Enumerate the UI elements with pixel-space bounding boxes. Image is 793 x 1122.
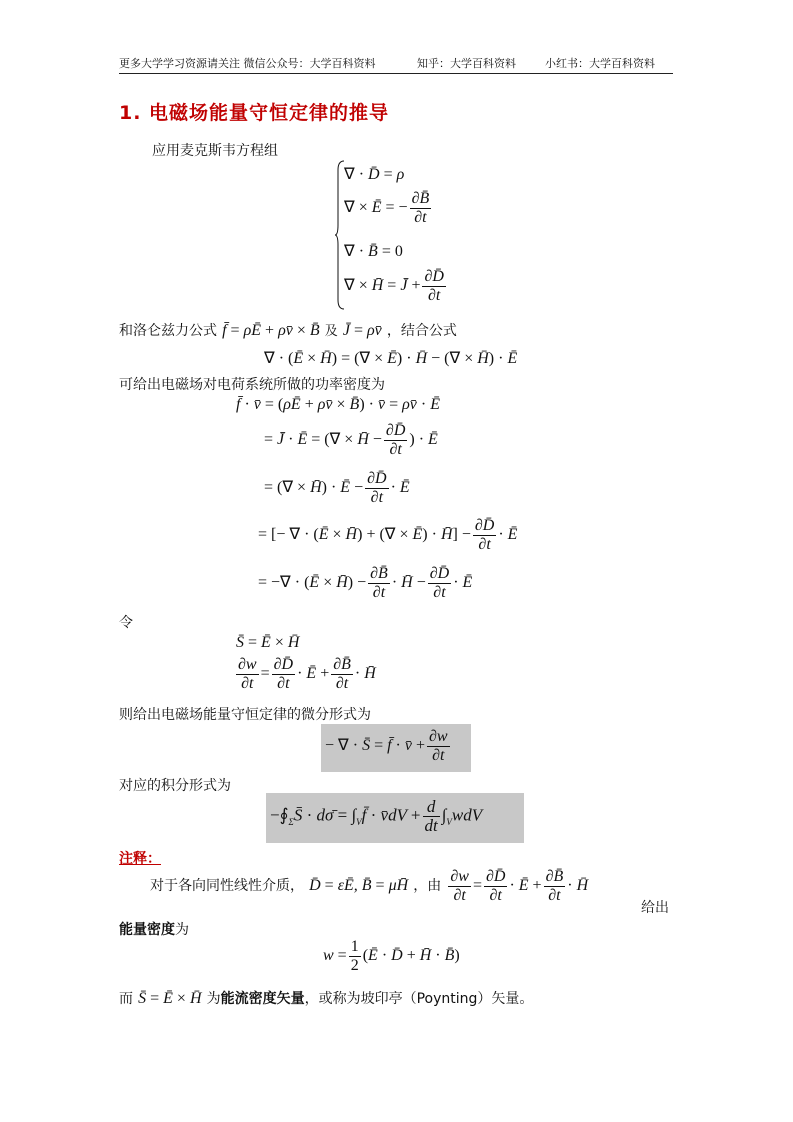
note-rate-formula: $\frac{\partial w}{\partial t}$ = $\frac{\partial D̄}{\partial t}$ · Ē + $\frac{\partial B̄}{\partial t}$ · H̄ <box>450 868 589 904</box>
energy-density-formula: w = $\frac{1}{2}$ (Ē · D̄ + H̄ · B̄) <box>323 938 460 974</box>
note-line1: 对于各向同性线性介质， <box>150 878 304 895</box>
final-line <box>119 988 533 1008</box>
derivation-line-5: = −∇ · (Ē × H̄) − $\frac{\partial B̄}{\partial t}$ · H̄ − $\frac{\partial D̄}{\partial t}$ · Ē <box>258 565 473 601</box>
energy-density-wei: 为 <box>175 922 189 938</box>
lorentz-suffix: ，结合公式 <box>386 323 457 339</box>
current-formula: J̄ = ρv̄ <box>342 322 382 339</box>
section-title: 1. 电磁场能量守恒定律的推导 <box>119 102 390 124</box>
diff-form: − ∇ · S̄ = f̄ · v̄ + $\frac{\partial w}{\partial t}$ <box>325 728 448 764</box>
lorentz-line <box>119 320 457 340</box>
final-keyword: 能流密度矢量 <box>220 991 305 1007</box>
derivation-line-1: f̄ · v̄ = (ρĒ + ρv̄ × B̄) · v̄ = ρv̄ · Ē <box>236 396 441 413</box>
diff-text: 则给出电磁场能量守恒定律的微分形式为 <box>119 707 371 723</box>
header-right: 小红书：大学百科资料 <box>545 57 655 70</box>
note-line <box>150 868 588 905</box>
energy-rate-def: $\frac{\partial w}{\partial t}$ = $\frac{\partial D̄}{\partial t}$ · Ē + $\frac{\partial B̄}{\partial t}$ · H̄ <box>238 656 376 692</box>
maxwell-eq-2: ∇ × Ē = − $\frac{\partial B̄}{\partial t}$ <box>344 190 430 226</box>
header-middle: 知乎：大学百科资料 <box>417 57 516 70</box>
note-label: 注释： <box>119 851 161 867</box>
let-text: 令 <box>119 615 133 631</box>
integral-form: $-∮_\Sigma S̄$ · dσ̄ = $\int_Vf̄$ · v̄dV + $\frac{d}{dt}$ $\int_VwdV$ <box>270 797 483 835</box>
header-left: 更多大学学习资源请关注 微信公众号：大学百科资料 <box>119 57 376 70</box>
poynting-def: S̄ = Ē × H̄ <box>236 634 300 651</box>
final-mid: 为 <box>206 991 221 1007</box>
final-prefix: 而 <box>119 991 133 1007</box>
lorentz-formula: f̄ = ρĒ + ρv̄ × B̄ <box>222 322 320 339</box>
note-you: ，由 <box>413 878 442 895</box>
maxwell-eq-4: ∇ × H̄ = J̄ + $\frac{\partial D̄}{\partial t}$ <box>344 268 444 304</box>
derivation-line-4: = [− ∇ · (Ē × H̄) + (∇ × Ē) · H̄] − $\frac{\partial D̄}{\partial t}$ · Ē <box>258 517 518 553</box>
final-suffix: ，或称为坡印亭（Poynting）矢量。 <box>304 991 534 1007</box>
maxwell-eq-3: ∇ · B̄ = 0 <box>344 243 403 260</box>
intro-text: 应用麦克斯韦方程组 <box>152 143 278 159</box>
final-poynting: S̄ = Ē × H̄ <box>138 990 202 1007</box>
energy-density-label: 能量密度 <box>119 922 175 938</box>
derivation-line-3: = (∇ × H̄) · Ē − $\frac{\partial D̄}{\partial t}$ · Ē <box>264 470 410 506</box>
lorentz-and: 及 <box>324 324 338 339</box>
derivation-line-2: = J̄ · Ē = (∇ × H̄ − $\frac{\partial D̄}{\partial t}$ ) · Ē <box>264 422 438 458</box>
lorentz-prefix: 和洛仑兹力公式 <box>119 323 217 339</box>
header-rule <box>119 73 673 74</box>
note-give: 给出 <box>641 900 669 916</box>
integral-text: 对应的积分形式为 <box>119 778 231 794</box>
constitutive-relations: D̄ = εĒ, B̄ = μH̄ <box>309 877 409 895</box>
vector-identity: ∇ · (Ē × H̄) = (∇ × Ē) · H̄ − (∇ × H̄) · Ē <box>264 350 518 367</box>
energy-density-line <box>119 919 189 939</box>
power-text: 可给出电磁场对电荷系统所做的功率密度为 <box>119 377 385 393</box>
maxwell-eq-1: ∇ · D̄ = ρ <box>344 166 405 183</box>
